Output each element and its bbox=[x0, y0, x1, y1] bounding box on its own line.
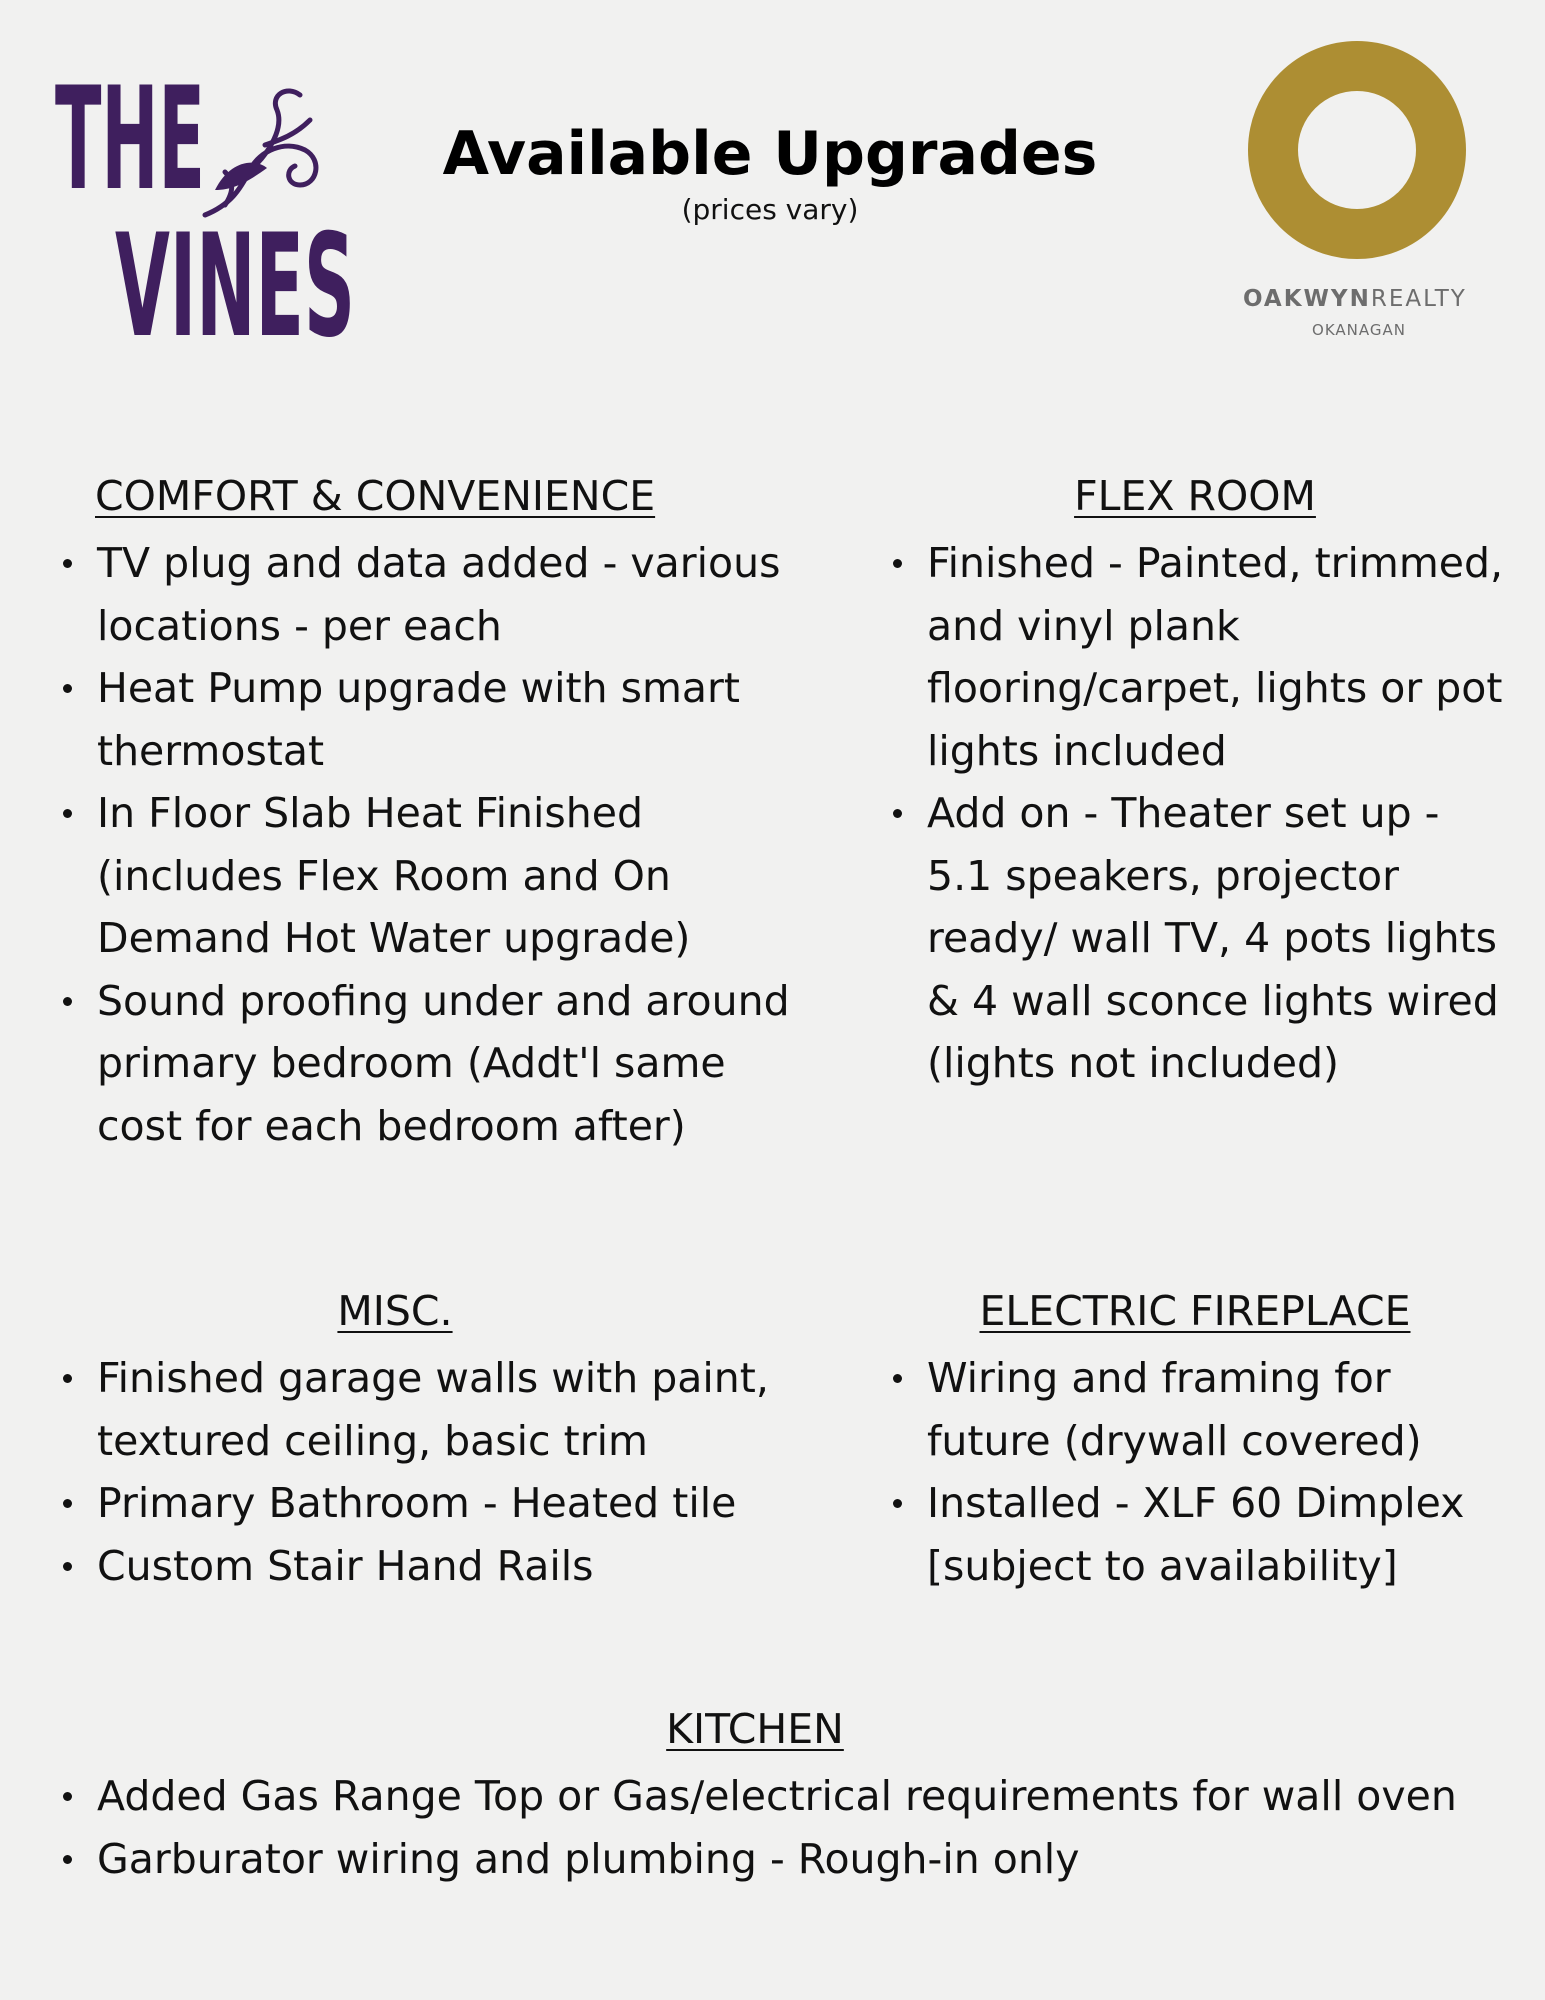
logo-brand-bold: OAKWYN bbox=[1243, 286, 1371, 312]
list-item: Custom Stair Hand Rails bbox=[55, 1535, 815, 1598]
section-comfort-convenience bbox=[55, 470, 815, 1157]
the-vines-logo bbox=[55, 40, 365, 369]
section-heading: KITCHEN bbox=[666, 1705, 844, 1753]
logo-region: OKANAGAN bbox=[1312, 321, 1406, 339]
section-kitchen bbox=[55, 1703, 1515, 1890]
list-item: TV plug and data added - various locations - per each bbox=[55, 532, 815, 657]
title-block bbox=[380, 118, 1160, 228]
upgrade-list bbox=[885, 1347, 1505, 1597]
list-item: Add on - Theater set up - 5.1 speakers, projector ready/ wall TV, 4 pots lights & 4 wall sconce lights wired (lights not included) bbox=[885, 782, 1505, 1095]
upgrade-list bbox=[55, 1347, 815, 1597]
section-heading: FLEX ROOM bbox=[1074, 472, 1316, 520]
list-item: In Floor Slab Heat Finished (includes Flex Room and On Demand Hot Water upgrade) bbox=[55, 782, 815, 970]
svg-text:OAKWYNREALTY bbox=[1243, 286, 1467, 312]
list-item: Wiring and framing for future (drywall covered) bbox=[885, 1347, 1505, 1472]
page-title: Available Upgrades bbox=[442, 119, 1098, 189]
logo-word-the: THE bbox=[55, 57, 205, 222]
page-subtitle: (prices vary) bbox=[681, 193, 859, 226]
logo-word-vines: VINES bbox=[115, 204, 355, 369]
list-item: Added Gas Range Top or Gas/electrical requirements for wall oven bbox=[55, 1765, 1515, 1828]
list-item: Sound proofing under and around primary bedroom (Addt'l same cost for each bedroom after) bbox=[55, 970, 815, 1158]
list-item: Primary Bathroom - Heated tile bbox=[55, 1472, 815, 1535]
list-item: Heat Pump upgrade with smart thermostat bbox=[55, 657, 815, 782]
section-heading: ELECTRIC FIREPLACE bbox=[979, 1287, 1411, 1335]
upgrade-list bbox=[885, 532, 1505, 1095]
section-misc bbox=[55, 1285, 815, 1597]
upgrade-list bbox=[55, 532, 815, 1157]
section-electric-fireplace bbox=[885, 1285, 1505, 1597]
section-flex-room bbox=[885, 470, 1505, 1095]
list-item: Garburator wiring and plumbing - Rough-in only bbox=[55, 1828, 1515, 1891]
oakwyn-realty-logo bbox=[1235, 38, 1485, 348]
list-item: Finished - Painted, trimmed, and vinyl plank flooring/carpet, lights or pot lights included bbox=[885, 532, 1505, 782]
list-item: Installed - XLF 60 Dimplex [subject to availability] bbox=[885, 1472, 1505, 1597]
section-heading: COMFORT & CONVENIENCE bbox=[95, 472, 656, 520]
section-heading: MISC. bbox=[337, 1287, 453, 1335]
vine-flourish-icon bbox=[205, 91, 316, 215]
logo-brand-light: REALTY bbox=[1370, 286, 1467, 312]
oakwyn-ring-icon bbox=[1273, 66, 1441, 234]
upgrade-list bbox=[55, 1765, 1515, 1890]
list-item: Finished garage walls with paint, textured ceiling, basic trim bbox=[55, 1347, 815, 1472]
